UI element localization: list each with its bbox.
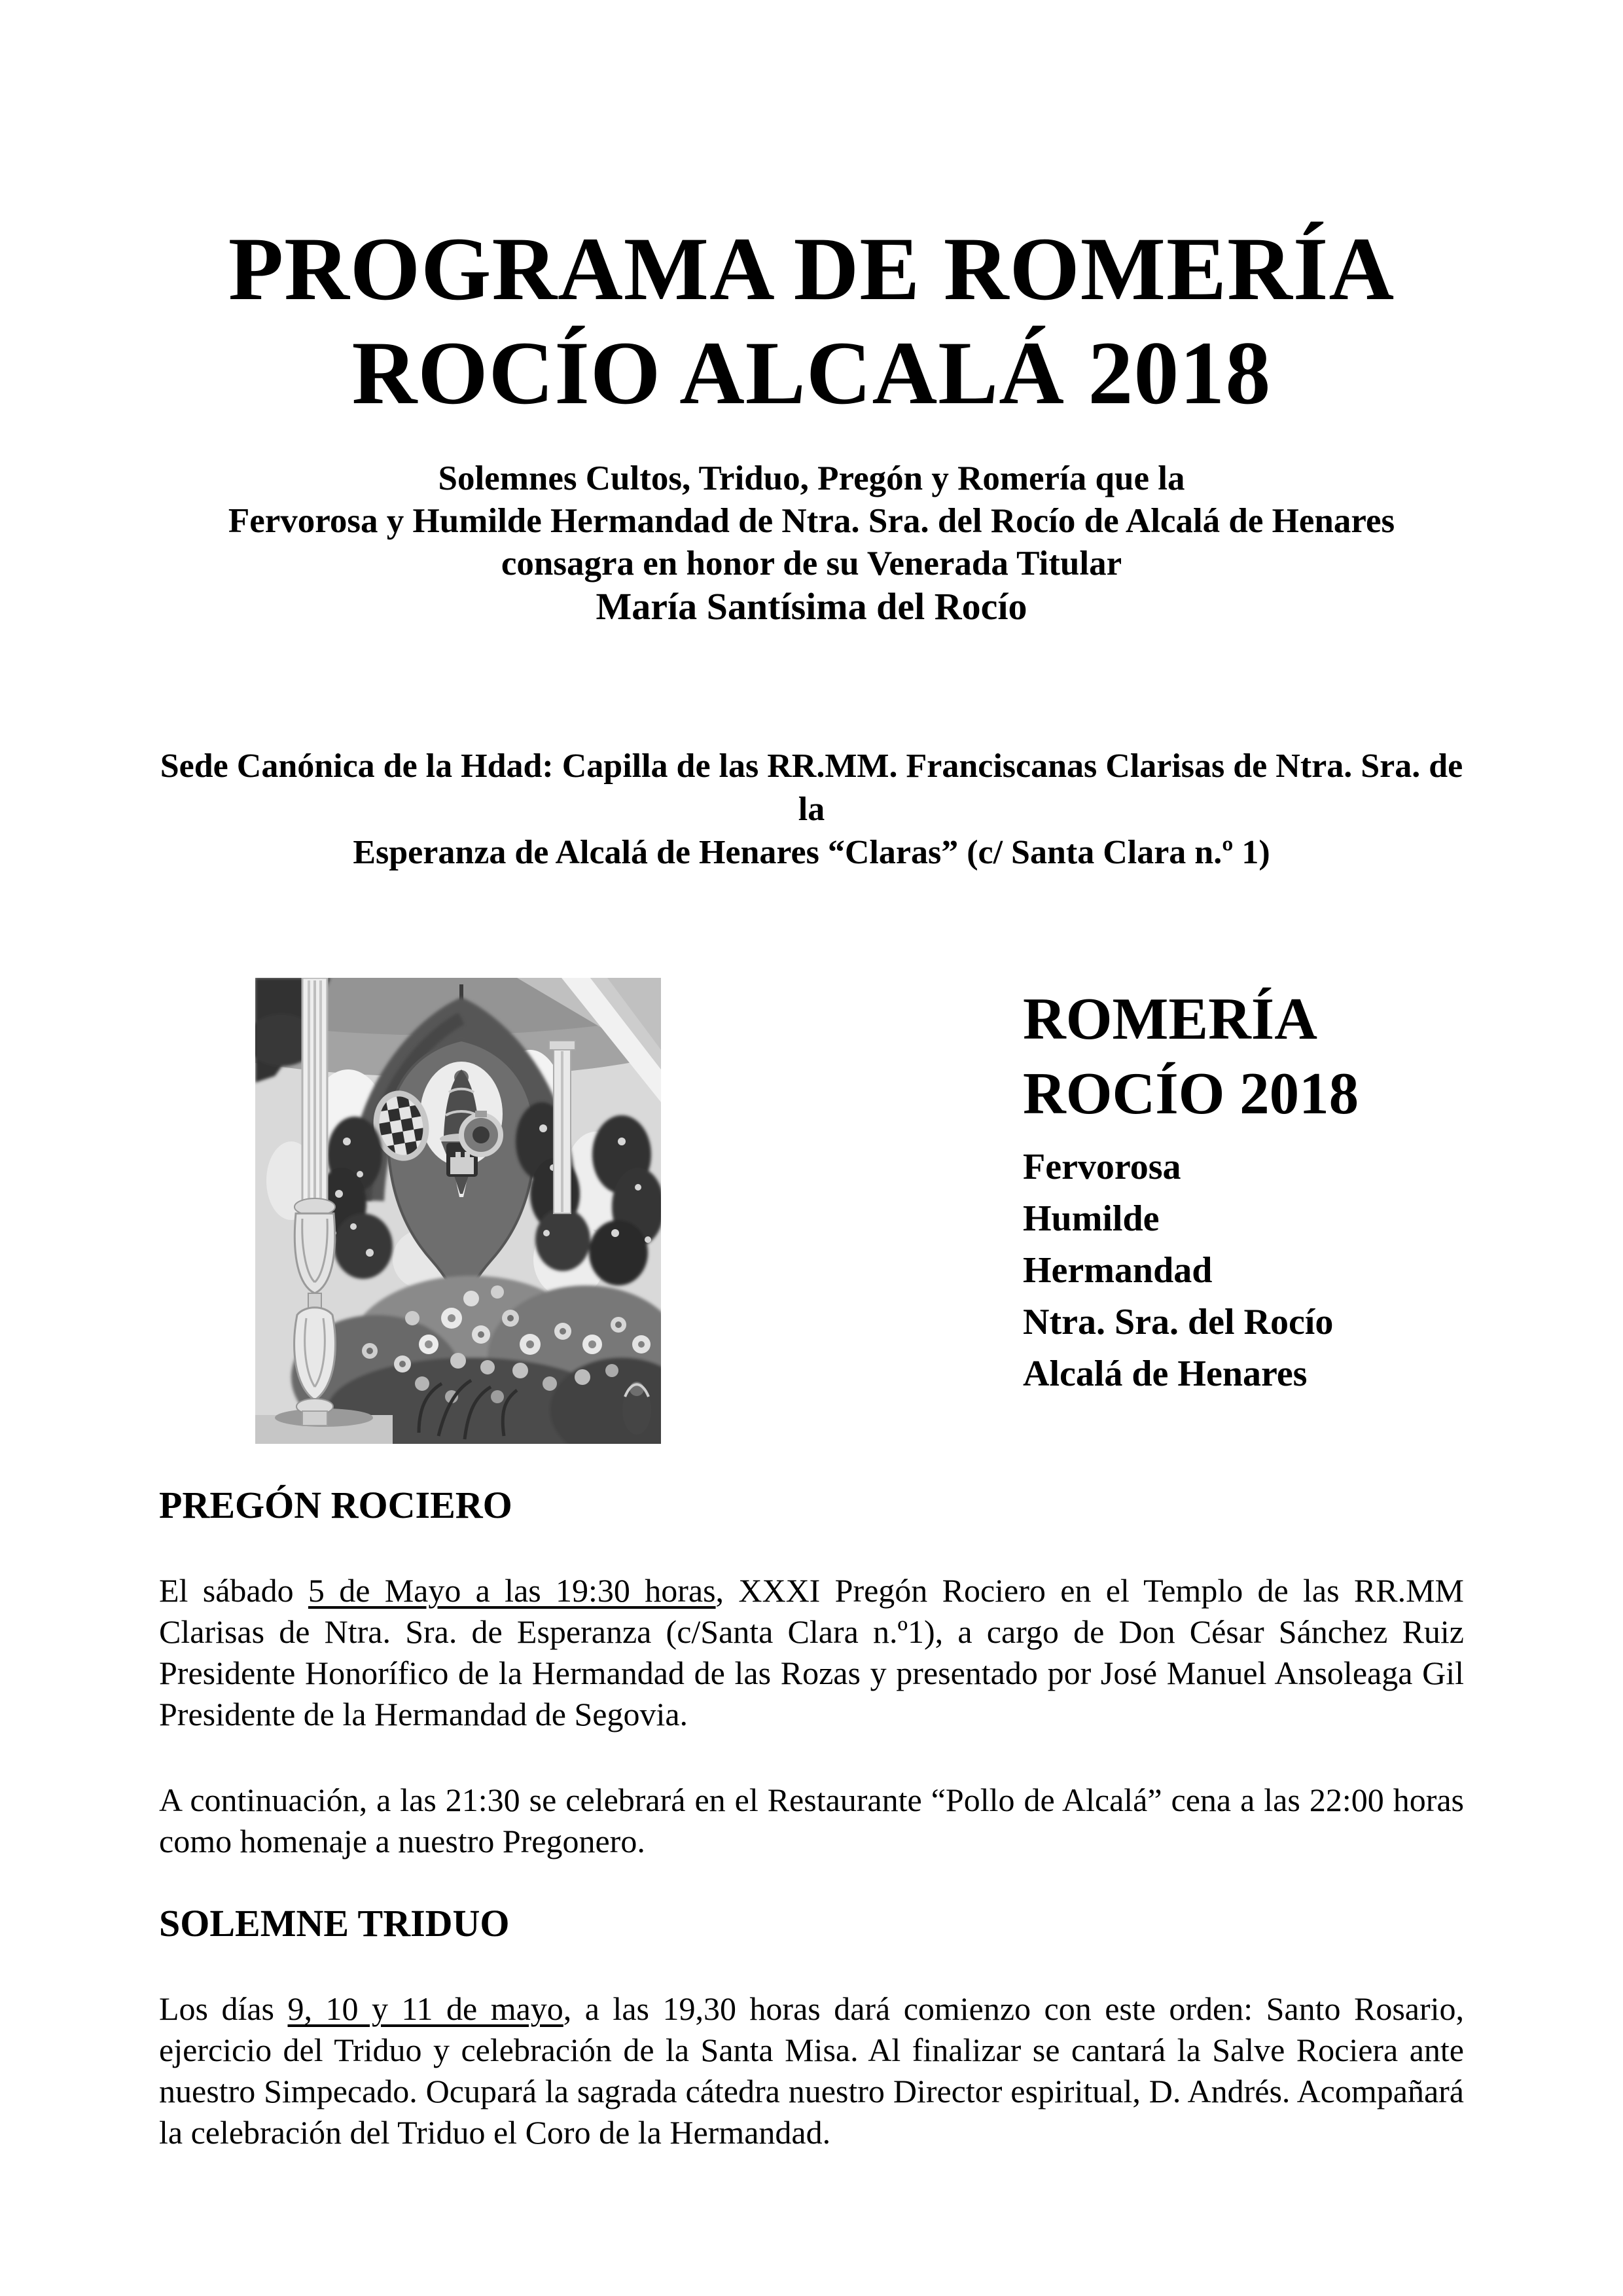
underlined-date: 9, 10 y 11 de mayo (287, 1990, 563, 2028)
paragraph-pregon-1 (159, 1570, 1464, 1735)
side-panel (1023, 982, 1474, 1400)
side-list-item: Hermandad (1023, 1250, 1213, 1291)
side-list-item: Ntra. Sra. del Rocío (1023, 1302, 1334, 1343)
paragraph-pregon-2 (159, 1780, 1464, 1862)
page-title-line1: PROGRAMA DE ROMERÍA (228, 219, 1395, 319)
sede-line2: Esperanza de Alcalá de Henares “Claras” (c/ Santa Clara n.º 1) (353, 834, 1270, 872)
shrine-photo (255, 978, 661, 1444)
side-list-item: Fervorosa (1023, 1147, 1181, 1188)
side-list-item: Humilde (1023, 1198, 1160, 1240)
subtitle-line3: consagra en honor de su Venerada Titular (501, 545, 1122, 583)
paragraph-triduo-1 (159, 1988, 1464, 2153)
subtitle-block (159, 457, 1464, 585)
page-title (159, 217, 1464, 425)
subtitle-line2: Fervorosa y Humilde Hermandad de Ntra. Sra. del Rocío de Alcalá de Henares (228, 502, 1395, 541)
underlined-date: 5 de Mayo a las 19:30 horas (308, 1572, 716, 1609)
side-list (1023, 1141, 1474, 1400)
page-title-line2: ROCÍO ALCALÁ 2018 (351, 322, 1272, 423)
sede-canonica-block (159, 745, 1464, 874)
section-heading-triduo: SOLEMNE TRIDUO (159, 1902, 510, 1945)
side-heading-line2: ROCÍO 2018 (1023, 1060, 1359, 1127)
side-list-item: Alcalá de Henares (1023, 1354, 1308, 1395)
paragraph-text: A continuación, a las 21:30 se celebrará en el Restaurante “Pollo de Alcalá” cena a las 22:00 horas como homenaje a nuestro Pregonero. (159, 1782, 1464, 1860)
sede-line1: Sede Canónica de la Hdad: Capilla de las RR.MM. Franciscanas Clarisas de Ntra. Sra. de la (160, 747, 1463, 829)
subtitle-line1: Solemnes Cultos, Triduo, Pregón y Romería que la (438, 459, 1185, 498)
side-heading (1023, 982, 1474, 1131)
paragraph-text: El sábado (159, 1572, 308, 1609)
paragraph-text: , XXXI Pregón Rociero en el Templo de las RR.MM Clarisas de Ntra. Sra. de Esperanza (c/Santa Clara n.º1), a cargo de Don César Sánchez Ruiz Presidente Honorífico de la Hermandad de las Rozas y presentado por José Manuel Ansoleaga Gil Presidente de la Hermandad de Segovia. (159, 1572, 1464, 1733)
paragraph-text: , a las 19,30 horas dará comienzo con este orden: Santo Rosario, ejercicio del Triduo y celebración de la Santa Misa. Al finalizar se cantará la Salve Rociera ante nuestro Simpecado. Ocupará la sagrada cátedra nuestro Director espiritual, D. Andrés. Acompañará la celebración del Triduo el Coro de la Hermandad. (159, 1990, 1465, 2151)
paragraph-text: Los días (159, 1990, 288, 2028)
media-row (159, 978, 1464, 1444)
side-heading-line1: ROMERÍA (1023, 986, 1317, 1052)
shrine-photo-illustration (255, 978, 661, 1444)
subtitle-emphasis: María Santísima del Rocío (596, 585, 1027, 628)
section-heading-pregon: PREGÓN ROCIERO (159, 1484, 512, 1527)
